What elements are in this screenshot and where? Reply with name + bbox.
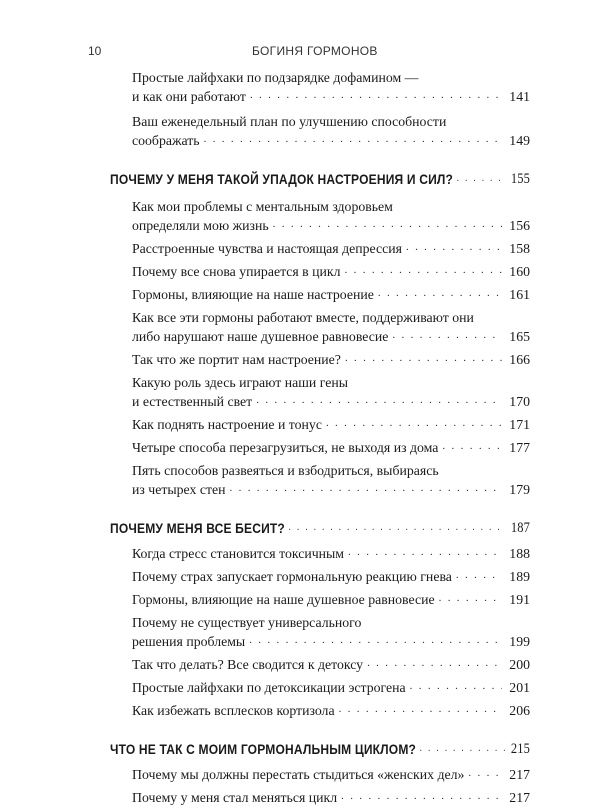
toc-entry-text: Простые лайфхаки по детоксикации эстрогена	[132, 680, 406, 695]
toc-page-number: 166	[509, 352, 530, 367]
toc-entry	[110, 373, 530, 411]
dot-leader	[249, 641, 502, 647]
toc-entry-text: либо нарушают наше душевное равновесие	[132, 329, 389, 344]
toc-page-number: 201	[509, 680, 530, 695]
toc-entry-text: Почему мы должны перестать стыдиться «женских дел»	[132, 767, 465, 782]
toc-entry-text: определяли мою жизнь	[132, 218, 269, 233]
toc-entry	[110, 112, 530, 150]
toc-page-number: 170	[509, 394, 530, 409]
toc-entry	[110, 308, 530, 346]
toc-entry	[110, 415, 530, 434]
dot-leader	[468, 774, 502, 780]
toc-entry-text: Как поднять настроение и тонус	[132, 417, 322, 432]
toc-entry-text: Почему не существует универсального	[132, 615, 362, 630]
toc-entry-text: Так что же портит нам настроение?	[132, 352, 341, 367]
toc-entry	[110, 701, 530, 720]
table-of-contents	[110, 68, 530, 807]
toc-page-number: 187	[510, 520, 531, 536]
toc-entry	[110, 765, 530, 784]
toc-entry	[110, 544, 530, 563]
toc-entry	[110, 438, 530, 457]
dot-leader	[326, 424, 502, 430]
toc-entry-text: соображать	[132, 133, 200, 148]
toc-entry	[110, 262, 530, 281]
toc-chapter-title: ЧТО НЕ ТАК С МОИМ ГОРМОНАЛЬНЫМ ЦИКЛОМ?	[110, 741, 417, 757]
toc-page-number: 217	[509, 790, 530, 805]
dot-leader	[439, 599, 502, 605]
toc-entry-text: Почему страх запускает гормональную реакцию гнева	[132, 569, 452, 584]
toc-page-number: 179	[509, 482, 530, 497]
dot-leader	[457, 179, 506, 185]
toc-entry-text: Так что делать? Все сводится к детоксу	[132, 657, 364, 672]
dot-leader	[341, 797, 502, 803]
dot-leader	[392, 336, 502, 342]
toc-page-number: 188	[509, 546, 530, 561]
toc-page-number: 155	[510, 171, 531, 187]
toc-entry-text: и как они работают	[132, 89, 246, 104]
toc-page-number: 199	[509, 634, 530, 649]
toc-chapter-title: ПОЧЕМУ МЕНЯ ВСЕ БЕСИТ?	[110, 520, 285, 536]
toc-page-number: 189	[509, 569, 530, 584]
toc-page-number: 191	[509, 592, 530, 607]
toc-entry	[110, 567, 530, 586]
toc-entry-text: Гормоны, влияющие на наше настроение	[132, 287, 374, 302]
dot-leader	[442, 447, 502, 453]
toc-page-number: 160	[509, 264, 530, 279]
dot-leader	[288, 528, 506, 534]
dot-leader	[410, 687, 502, 693]
toc-page-number: 215	[510, 741, 531, 757]
toc-entry-text: Пять способов развеяться и взбодриться, выбираясь	[132, 463, 439, 478]
toc-chapter-entry	[110, 170, 530, 189]
toc-entry	[110, 590, 530, 609]
toc-entry-text: решения проблемы	[132, 634, 246, 649]
toc-entry	[110, 68, 530, 106]
toc-entry-text: Расстроенные чувства и настоящая депрессия	[132, 241, 402, 256]
toc-page-number: 200	[509, 657, 530, 672]
toc-entry	[110, 678, 530, 697]
dot-leader	[339, 710, 502, 716]
toc-page-number: 149	[509, 133, 530, 148]
toc-entry-text: и естественный свет	[132, 394, 253, 409]
dot-leader	[250, 96, 502, 102]
dot-leader	[345, 359, 502, 365]
running-head: БОГИНЯ ГОРМОНОВ	[252, 44, 378, 58]
toc-page-number: 141	[509, 89, 530, 104]
dot-leader	[204, 140, 502, 146]
toc-entry-text: Как все эти гормоны работают вместе, поддерживают они	[132, 310, 474, 325]
dot-leader	[456, 576, 502, 582]
toc-page-number: 165	[509, 329, 530, 344]
toc-entry	[110, 197, 530, 235]
toc-page-number: 171	[509, 417, 530, 432]
toc-entry	[110, 239, 530, 258]
toc-chapter-entry	[110, 519, 530, 538]
toc-entry	[110, 788, 530, 807]
toc-page-number: 177	[509, 440, 530, 455]
toc-entry-text: Почему все снова упирается в цикл	[132, 264, 341, 279]
dot-leader	[406, 248, 502, 254]
toc-page-number: 156	[509, 218, 530, 233]
toc-entry-text: Почему у меня стал меняться цикл	[132, 790, 338, 805]
toc-entry	[110, 285, 530, 304]
toc-entry	[110, 613, 530, 651]
toc-chapter-title: ПОЧЕМУ У МЕНЯ ТАКОЙ УПАДОК НАСТРОЕНИЯ И СИЛ?	[110, 171, 454, 187]
toc-entry-text: Гормоны, влияющие на наше душевное равновесие	[132, 592, 435, 607]
toc-page-number: 161	[509, 287, 530, 302]
toc-entry	[110, 655, 530, 674]
toc-page-number: 217	[509, 767, 530, 782]
toc-entry	[110, 350, 530, 369]
toc-entry-text: Как избежать всплесков кортизола	[132, 703, 335, 718]
dot-leader	[256, 401, 502, 407]
dot-leader	[378, 294, 502, 300]
toc-entry-text: Простые лайфхаки по подзарядке дофамином —	[132, 70, 419, 85]
toc-entry-text: Как мои проблемы с ментальным здоровьем	[132, 199, 393, 214]
toc-entry-text: Какую роль здесь играют наши гены	[132, 375, 348, 390]
toc-page-number: 158	[509, 241, 530, 256]
toc-entry-text: из четырех стен	[132, 482, 226, 497]
toc-entry-text: Когда стресс становится токсичным	[132, 546, 345, 561]
dot-leader	[367, 664, 502, 670]
page-number: 10	[88, 44, 102, 58]
toc-entry-text: Четыре способа перезагрузиться, не выходя из дома	[132, 440, 439, 455]
dot-leader	[273, 225, 502, 231]
dot-leader	[345, 271, 502, 277]
toc-entry	[110, 461, 530, 499]
dot-leader	[348, 553, 502, 559]
toc-page-number: 206	[509, 703, 530, 718]
toc-entry-text: Ваш еженедельный план по улучшению способности	[132, 114, 447, 129]
dot-leader	[230, 489, 503, 495]
